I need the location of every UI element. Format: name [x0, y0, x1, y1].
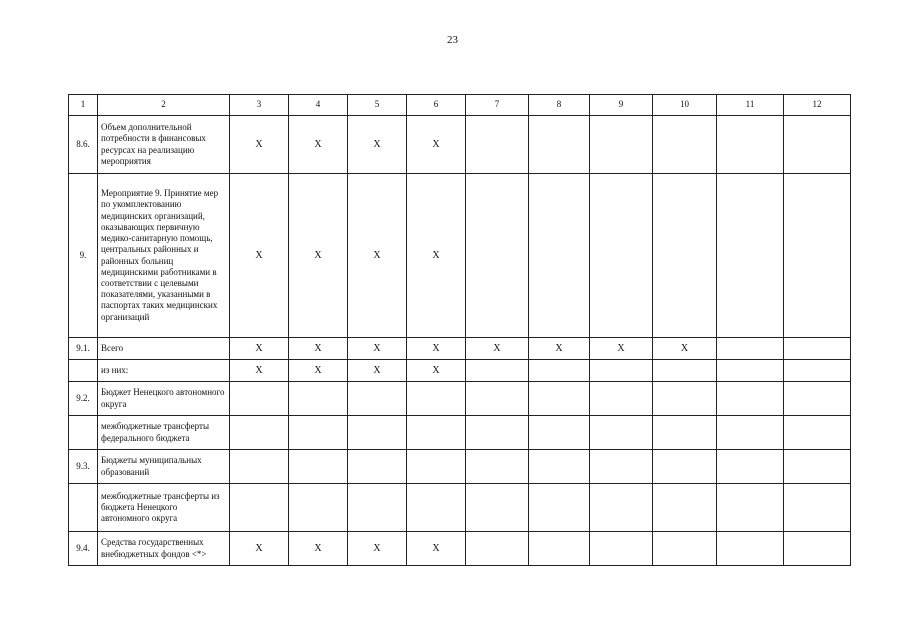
table-cell: X [407, 360, 466, 382]
table-row [69, 338, 851, 360]
table-cell [590, 532, 653, 566]
column-header: 3 [230, 95, 289, 116]
row-number [69, 360, 98, 382]
table-row [69, 116, 851, 174]
column-header: 11 [717, 95, 784, 116]
table-cell [717, 532, 784, 566]
table-cell: X [289, 532, 348, 566]
table-cell [590, 174, 653, 338]
table-cell [466, 532, 529, 566]
column-header-row [69, 95, 851, 116]
table-cell [529, 174, 590, 338]
row-name: межбюджетные трансферты из бюджета Ненецкого автономного округа [98, 484, 230, 532]
table-cell: X [289, 360, 348, 382]
measures-table [68, 94, 851, 566]
row-name: Бюджет Ненецкого автономного округа [98, 382, 230, 416]
table-cell [653, 382, 717, 416]
table-cell [784, 416, 851, 450]
table-cell [653, 416, 717, 450]
table-cell [466, 484, 529, 532]
table-cell [529, 484, 590, 532]
table-cell [466, 360, 529, 382]
table-cell: X [407, 174, 466, 338]
table-cell [230, 484, 289, 532]
table-cell [653, 532, 717, 566]
table-cell: X [230, 360, 289, 382]
table-row [69, 382, 851, 416]
column-header: 12 [784, 95, 851, 116]
table-cell [348, 484, 407, 532]
table-cell: X [230, 338, 289, 360]
row-name: Бюджеты муниципальных образований [98, 450, 230, 484]
column-header: 10 [653, 95, 717, 116]
column-header: 5 [348, 95, 407, 116]
table-cell [289, 484, 348, 532]
table-cell [590, 450, 653, 484]
table-cell [653, 484, 717, 532]
table-cell [784, 450, 851, 484]
table-cell: X [348, 338, 407, 360]
table-cell [784, 484, 851, 532]
table-cell [529, 450, 590, 484]
table-row [69, 450, 851, 484]
table-row [69, 360, 851, 382]
column-header: 9 [590, 95, 653, 116]
table-cell [407, 484, 466, 532]
table-cell [784, 338, 851, 360]
table-cell [407, 382, 466, 416]
table-cell [653, 116, 717, 174]
table-cell [289, 450, 348, 484]
table-cell: X [348, 116, 407, 174]
table-cell [590, 416, 653, 450]
table-cell [784, 532, 851, 566]
row-name: из них: [98, 360, 230, 382]
table-cell [466, 416, 529, 450]
row-name: Мероприятие 9. Принятие мер по укомплектованию медицинских организаций, оказывающих первичную медико-санитарную помощь, центральных районных и районных больниц медицинскими работниками в соответствии с целевыми показателями, указанными в паспортах таких медицинских организаций [98, 174, 230, 338]
table-cell [529, 382, 590, 416]
table-cell [717, 416, 784, 450]
table-cell [717, 484, 784, 532]
table-cell: X [230, 174, 289, 338]
column-header: 6 [407, 95, 466, 116]
row-number: 9.2. [69, 382, 98, 416]
column-header: 2 [98, 95, 230, 116]
table-cell [348, 450, 407, 484]
table-cell: X [289, 116, 348, 174]
table-cell [717, 338, 784, 360]
table-cell: X [230, 532, 289, 566]
table-cell [717, 450, 784, 484]
table-cell [407, 450, 466, 484]
table-cell [529, 360, 590, 382]
table-cell [529, 116, 590, 174]
table-cell: X [289, 338, 348, 360]
table-cell: X [466, 338, 529, 360]
table-row [69, 532, 851, 566]
table-cell: X [348, 360, 407, 382]
table-cell [407, 416, 466, 450]
table-cell: X [529, 338, 590, 360]
table-cell [717, 116, 784, 174]
table-cell [590, 382, 653, 416]
row-number: 9.3. [69, 450, 98, 484]
row-number: 9.1. [69, 338, 98, 360]
row-number [69, 416, 98, 450]
table-cell: X [289, 174, 348, 338]
table-cell [784, 382, 851, 416]
table-cell: X [407, 116, 466, 174]
table-cell: X [407, 532, 466, 566]
table-cell: X [590, 338, 653, 360]
table-cell: X [407, 338, 466, 360]
table-cell [230, 382, 289, 416]
table-cell [230, 450, 289, 484]
table-row [69, 484, 851, 532]
table-cell [784, 174, 851, 338]
table-row [69, 174, 851, 338]
column-header: 8 [529, 95, 590, 116]
column-header: 7 [466, 95, 529, 116]
table-cell [348, 416, 407, 450]
table-cell [717, 174, 784, 338]
table-cell [784, 360, 851, 382]
table-cell: X [348, 532, 407, 566]
table-cell: X [348, 174, 407, 338]
table-row [69, 416, 851, 450]
table-cell [466, 116, 529, 174]
table-cell [466, 450, 529, 484]
page-number: 23 [447, 34, 458, 46]
row-name: Объем дополнительной потребности в финансовых ресурсах на реализацию мероприятия [98, 116, 230, 174]
table-cell [529, 416, 590, 450]
row-number: 8.6. [69, 116, 98, 174]
row-number [69, 484, 98, 532]
column-header: 1 [69, 95, 98, 116]
row-name: межбюджетные трансферты федерального бюджета [98, 416, 230, 450]
table-cell [529, 532, 590, 566]
table-cell [289, 382, 348, 416]
column-header: 4 [289, 95, 348, 116]
table-cell [653, 360, 717, 382]
table-cell [230, 416, 289, 450]
table-cell [653, 450, 717, 484]
row-number: 9.4. [69, 532, 98, 566]
table-cell [289, 416, 348, 450]
row-number: 9. [69, 174, 98, 338]
table-cell [784, 116, 851, 174]
row-name: Средства государственных внебюджетных фондов <*> [98, 532, 230, 566]
table-cell [717, 382, 784, 416]
table-cell [590, 116, 653, 174]
table-cell [590, 484, 653, 532]
table-cell: X [230, 116, 289, 174]
table-cell [348, 382, 407, 416]
table-cell [590, 360, 653, 382]
table-cell [466, 382, 529, 416]
table-cell: X [653, 338, 717, 360]
table-cell [653, 174, 717, 338]
table-cell [466, 174, 529, 338]
table-cell [717, 360, 784, 382]
row-name: Всего [98, 338, 230, 360]
